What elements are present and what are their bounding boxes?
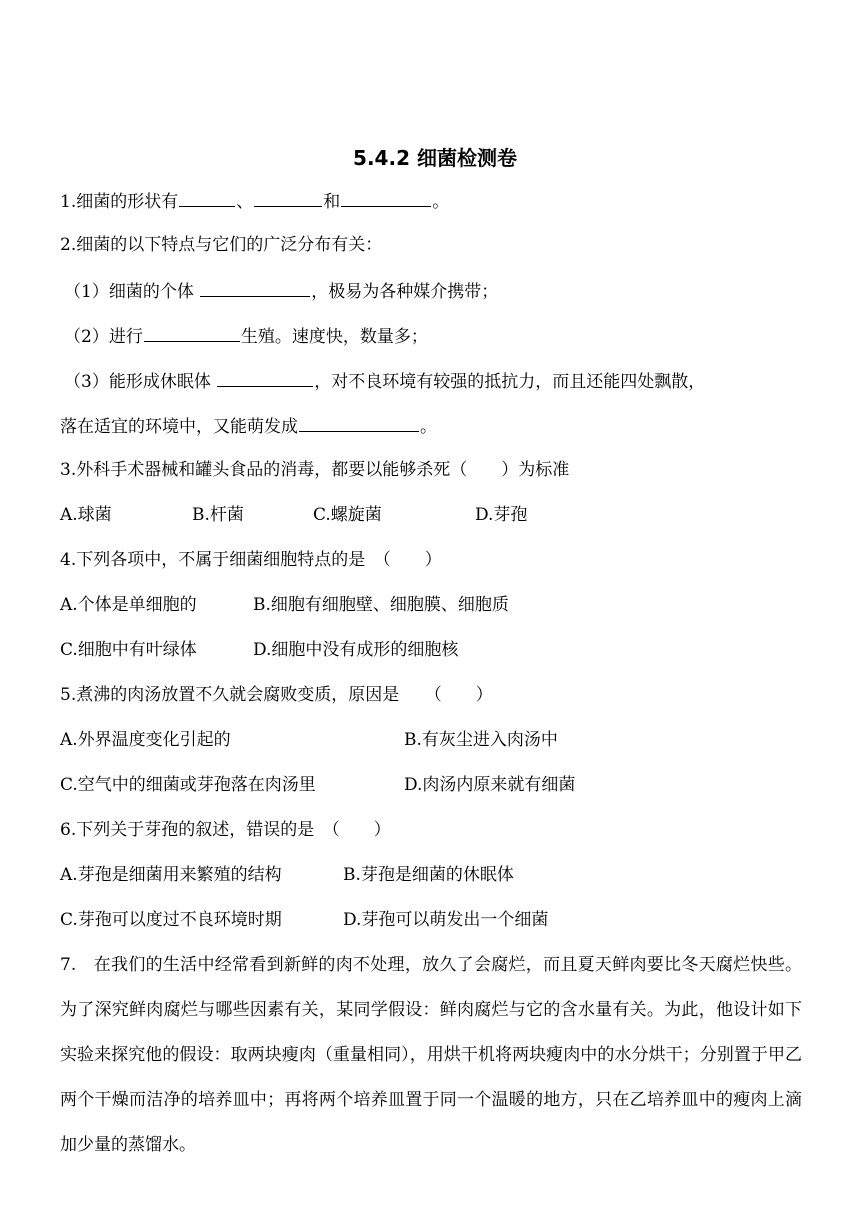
- q1-blank-3[interactable]: [341, 188, 431, 207]
- question-3-options: [60, 503, 800, 527]
- question-7-paragraph: 7. 在我们的生活中经常看到新鲜的肉不处理，放久了会腐烂，而且夏天鲜肉要比冬天腐烂快些。为了深究鲜肉腐烂与哪些因素有关，某同学假设：鲜肉腐烂与它的含水量有关。为此，他设计如下实验来探究他的假设：取两块瘦肉（重量相同），用烘干机将两块瘦肉中的水分烘干；分别置于甲乙两个干燥而洁净的培养皿中；再将两个培养皿置于同一个温暖的地方，只在乙培养皿中的瘦肉上滴加少量的蒸馏水。: [60, 955, 802, 1155]
- q2-blank-3[interactable]: [217, 368, 313, 387]
- q3-option-a[interactable]: A.球菌: [60, 505, 112, 525]
- q1-sep1: 、: [236, 192, 254, 212]
- q6-option-a[interactable]: A.芽孢是细菌用来繁殖的结构: [60, 865, 282, 885]
- q3-option-b[interactable]: B.杆菌: [192, 505, 244, 525]
- q2-i3b-pre: 落在适宜的环境中，又能萌发成: [60, 417, 298, 437]
- q2-i3b-post: 。: [420, 417, 437, 437]
- q1-prefix: 1.细菌的形状有: [60, 192, 179, 212]
- q4-option-d[interactable]: D.细胞中没有成形的细胞核: [253, 640, 459, 660]
- q1-blank-1[interactable]: [179, 188, 235, 207]
- question-6-stem: 6.下列关于芽孢的叙述，错误的是 （ ）: [60, 820, 391, 840]
- question-2-item-3-cont: [60, 413, 437, 439]
- question-2-item-1: [64, 278, 498, 304]
- question-3-stem: 3.外科手术器械和罐头食品的消毒，都要以能够杀死（ ）为标准: [60, 460, 570, 480]
- q2-i1-post: ，极易为各种媒介携带；: [311, 282, 499, 302]
- q2-i3-pre: （3）能形成休眠体: [64, 372, 217, 392]
- q2-blank-4[interactable]: [299, 413, 419, 432]
- q1-blank-2[interactable]: [254, 188, 322, 207]
- question-4-options-row-2: [60, 638, 800, 662]
- question-2-stem: 2.细菌的以下特点与它们的广泛分布有关：: [60, 235, 383, 255]
- q5-option-c[interactable]: C.空气中的细菌或芽孢落在肉汤里: [60, 775, 316, 795]
- q5-option-a[interactable]: A.外界温度变化引起的: [60, 730, 231, 750]
- q4-option-b[interactable]: B.细胞有细胞壁、细胞膜、细胞质: [253, 595, 509, 615]
- q2-blank-1[interactable]: [200, 278, 310, 297]
- question-6-options-row-2: [60, 908, 800, 932]
- question-6-options-row-1: [60, 863, 800, 887]
- q2-i1-pre: （1）细菌的个体: [64, 282, 200, 302]
- question-4-stem: 4.下列各项中，不属于细菌细胞特点的是 （ ）: [60, 550, 442, 570]
- question-4-options-row-1: [60, 593, 800, 617]
- q5-option-d[interactable]: D.肉汤内原来就有细菌: [404, 775, 576, 795]
- q1-suffix: 。: [432, 192, 450, 212]
- question-2-item-2: [64, 323, 428, 349]
- question-5-stem: 5.煮沸的肉汤放置不久就会腐败变质，原因是 （ ）: [60, 685, 493, 705]
- q2-i2-pre: （2）进行: [64, 327, 143, 347]
- q4-option-a[interactable]: A.个体是单细胞的: [60, 595, 197, 615]
- q6-option-d[interactable]: D.芽孢可以萌发出一个细菌: [343, 910, 549, 930]
- q3-option-d[interactable]: D.芽孢: [475, 505, 528, 525]
- question-5-options-row-1: [60, 728, 800, 752]
- q6-option-b[interactable]: B.芽孢是细菌的休眠体: [343, 865, 514, 885]
- q1-sep2: 和: [323, 192, 341, 212]
- q2-i2-post: 生殖。速度快，数量多；: [240, 327, 428, 347]
- q4-option-c[interactable]: C.细胞中有叶绿体: [60, 640, 197, 660]
- question-1: [60, 188, 449, 214]
- q6-option-c[interactable]: C.芽孢可以度过不良环境时期: [60, 910, 282, 930]
- q2-blank-2[interactable]: [144, 323, 240, 342]
- question-5-options-row-2: [60, 773, 800, 797]
- q3-option-c[interactable]: C.螺旋菌: [313, 505, 382, 525]
- q2-i3-post: ，对不良环境有较强的抵抗力，而且还能四处飘散，: [314, 372, 706, 392]
- q5-option-b[interactable]: B.有灰尘进入肉汤中: [404, 730, 558, 750]
- question-2-item-3: [64, 368, 705, 394]
- page-title: 5.4.2 细菌检测卷: [353, 146, 517, 170]
